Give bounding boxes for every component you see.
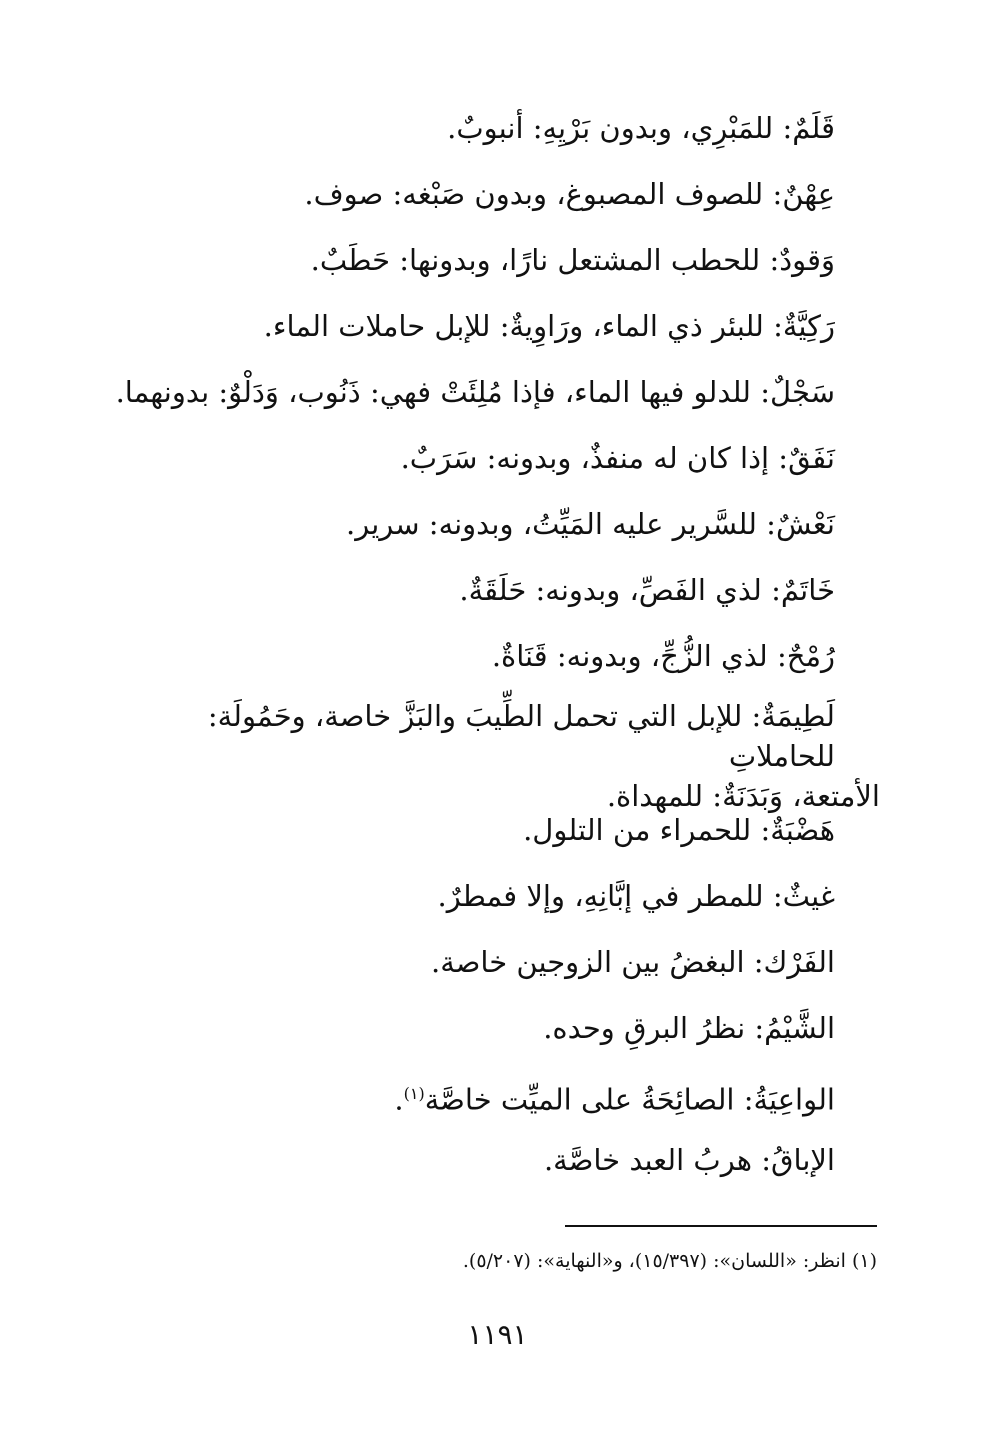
- entry: هَضْبَةٌ: للحمراء من التلول.: [523, 813, 835, 847]
- entries-list: [100, 90, 880, 1188]
- entry: نَعْشٌ: للسَّرير عليه المَيِّتُ، وبدونه: سرير.: [345, 507, 835, 541]
- footnote-divider: [565, 1225, 877, 1227]
- entry: سَجْلٌ: للدلو فيها الماء، فإذا مُلِئَتْ فهي: ذَنُوب، وَدَلْوٌ: بدونهما.: [115, 375, 835, 409]
- entry-wrapped: [100, 684, 880, 813]
- entry-text: الواعِيَةُ: الصائِحَةُ على الميِّت خاصَّة: [424, 1082, 835, 1117]
- entry: الإباقُ: هربُ العبد خاصَّة.: [543, 1143, 835, 1177]
- entry: نَفَقٌ: إذا كان له منفذٌ، وبدونه: سَرَبٌ.: [400, 441, 835, 475]
- entry: رَكِيَّةٌ: للبئر ذي الماء، ورَاوِيةٌ: للإبل حاملات الماء.: [263, 309, 835, 343]
- footnote: (١) انظر: «اللسان»: (١٥/٣٩٧)، و«النهاية»: (٥/٢٠٧).: [462, 1250, 877, 1272]
- entry-line-1: لَطِيمَةٌ: للإبل التي تحمل الطِّيبَ والبَزَّ خاصة، وحَمُولَة: للحاملاتِ: [207, 699, 835, 773]
- entry: غيثٌ: للمطر في إبَّانِهِ، وإلا فمطرٌ.: [437, 879, 835, 913]
- footnote-marker: (١): [403, 1084, 425, 1103]
- entry-end: .: [394, 1082, 404, 1117]
- entry: قَلَمٌ: للمَبْرِي، وبدون بَرْيِهِ: أنبوبٌ.: [447, 111, 835, 145]
- entry-line-2: الأمتعة، وَبَدَنَةٌ: للمهداة.: [606, 779, 880, 813]
- page-number: ١١٩١: [467, 1318, 528, 1351]
- entry: الفَرْك: البغضُ بين الزوجين خاصة.: [431, 945, 835, 979]
- entry: خَاتَمٌ: لذي الفَصِّ، وبدونه: حَلَقَةٌ.: [459, 573, 835, 607]
- entry: الشَّيْمُ: نظرُ البرقِ وحده.: [543, 1011, 835, 1045]
- entry-with-footnote: [100, 1056, 835, 1122]
- entry: وَقودٌ: للحطب المشتعل نارًا، وبدونها: حَطَبٌ.: [310, 243, 835, 277]
- entry: رُمْحٌ: لذي الزُّجِّ، وبدونه: قَنَاةٌ.: [491, 639, 835, 673]
- entry: عِهْنٌ: للصوف المصبوغ، وبدون صَبْغه: صوف.: [304, 177, 835, 211]
